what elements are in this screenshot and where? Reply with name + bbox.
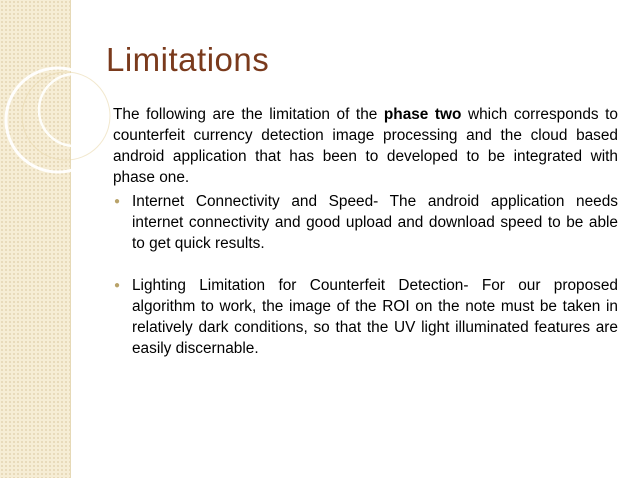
bullet-list — [113, 191, 618, 359]
intro-paragraph — [113, 104, 618, 188]
slide-content — [113, 104, 618, 380]
list-item — [113, 191, 618, 254]
intro-bold: phase two — [383, 106, 462, 123]
intro-prefix: The following are the limitation of the — [113, 106, 384, 123]
bullet-dot-icon: ● — [114, 196, 121, 207]
decorative-sidebar — [0, 0, 71, 478]
bullet-text: Lighting Limitation for Counterfeit Detection- For our proposed algorithm to work, the image of the ROI on the note must be taken in relatively dark conditions, so that the UV light illuminated features are easily discernable. — [132, 277, 618, 357]
bullet-text: Internet Connectivity and Speed- The android application needs internet connectivity and good upload and download speed to be able to get quick results. — [132, 193, 618, 252]
slide-title: Limitations — [106, 41, 270, 78]
intro-suffix: which corresponds to counterfeit currency detection image processing and the cloud based android application that has been to developed to be integrated with phase one. — [113, 106, 618, 186]
bullet-dot-icon: ● — [114, 280, 121, 291]
list-item — [113, 275, 618, 359]
